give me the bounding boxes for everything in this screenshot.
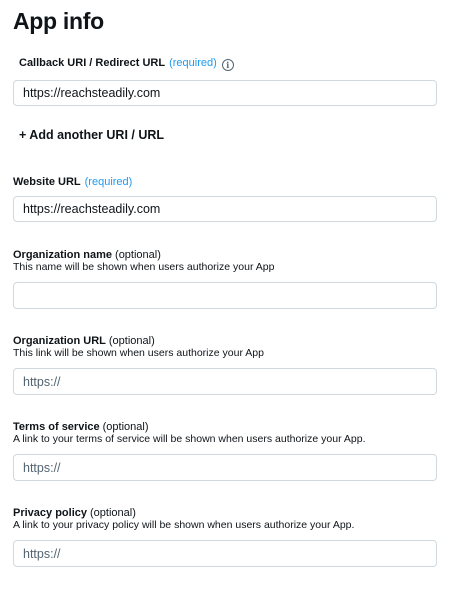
callback-url-input[interactable]	[14, 81, 436, 105]
privacy-label-row	[13, 506, 136, 520]
callback-url-field[interactable]	[13, 80, 437, 106]
org-name-input[interactable]	[14, 283, 436, 308]
page-title: App info	[13, 8, 104, 34]
terms-url-input[interactable]	[14, 455, 436, 480]
add-another-uri-button[interactable]: + Add another URI / URL	[19, 128, 165, 142]
optional-tag: (optional)	[90, 507, 136, 519]
privacy-help: A link to your privacy policy will be shown when users authorize your App.	[13, 519, 355, 531]
org-name-field[interactable]	[13, 282, 437, 309]
terms-url-field[interactable]	[13, 454, 437, 481]
terms-help: A link to your terms of service will be shown when users authorize your App.	[13, 433, 366, 445]
optional-tag: (optional)	[115, 249, 161, 261]
org-name-help: This name will be shown when users authorize your App	[13, 261, 275, 273]
optional-tag: (optional)	[108, 335, 155, 347]
terms-label-row	[13, 420, 148, 434]
privacy-url-input[interactable]	[14, 541, 436, 566]
terms-label: Terms of service	[13, 421, 100, 433]
required-tag: (required)	[169, 57, 217, 69]
org-url-label-row	[13, 334, 155, 348]
org-url-field[interactable]	[13, 368, 437, 395]
org-url-help: This link will be shown when users authorize your App	[13, 347, 264, 359]
optional-tag: (optional)	[102, 421, 149, 433]
callback-label: Callback URI / Redirect URL	[19, 57, 166, 69]
org-url-label: Organization URL	[13, 335, 106, 347]
org-url-input[interactable]	[14, 369, 436, 394]
callback-label-row	[19, 56, 234, 71]
website-label: Website URL	[13, 176, 81, 188]
website-url-field[interactable]	[13, 196, 437, 222]
website-label-row	[13, 175, 132, 189]
privacy-label: Privacy policy	[13, 507, 87, 519]
website-url-input[interactable]	[14, 197, 436, 221]
required-tag: (required)	[84, 176, 133, 188]
info-icon[interactable]: i	[222, 59, 234, 71]
org-name-label: Organization name	[13, 249, 113, 261]
org-name-label-row	[13, 248, 161, 262]
privacy-url-field[interactable]	[13, 540, 437, 567]
